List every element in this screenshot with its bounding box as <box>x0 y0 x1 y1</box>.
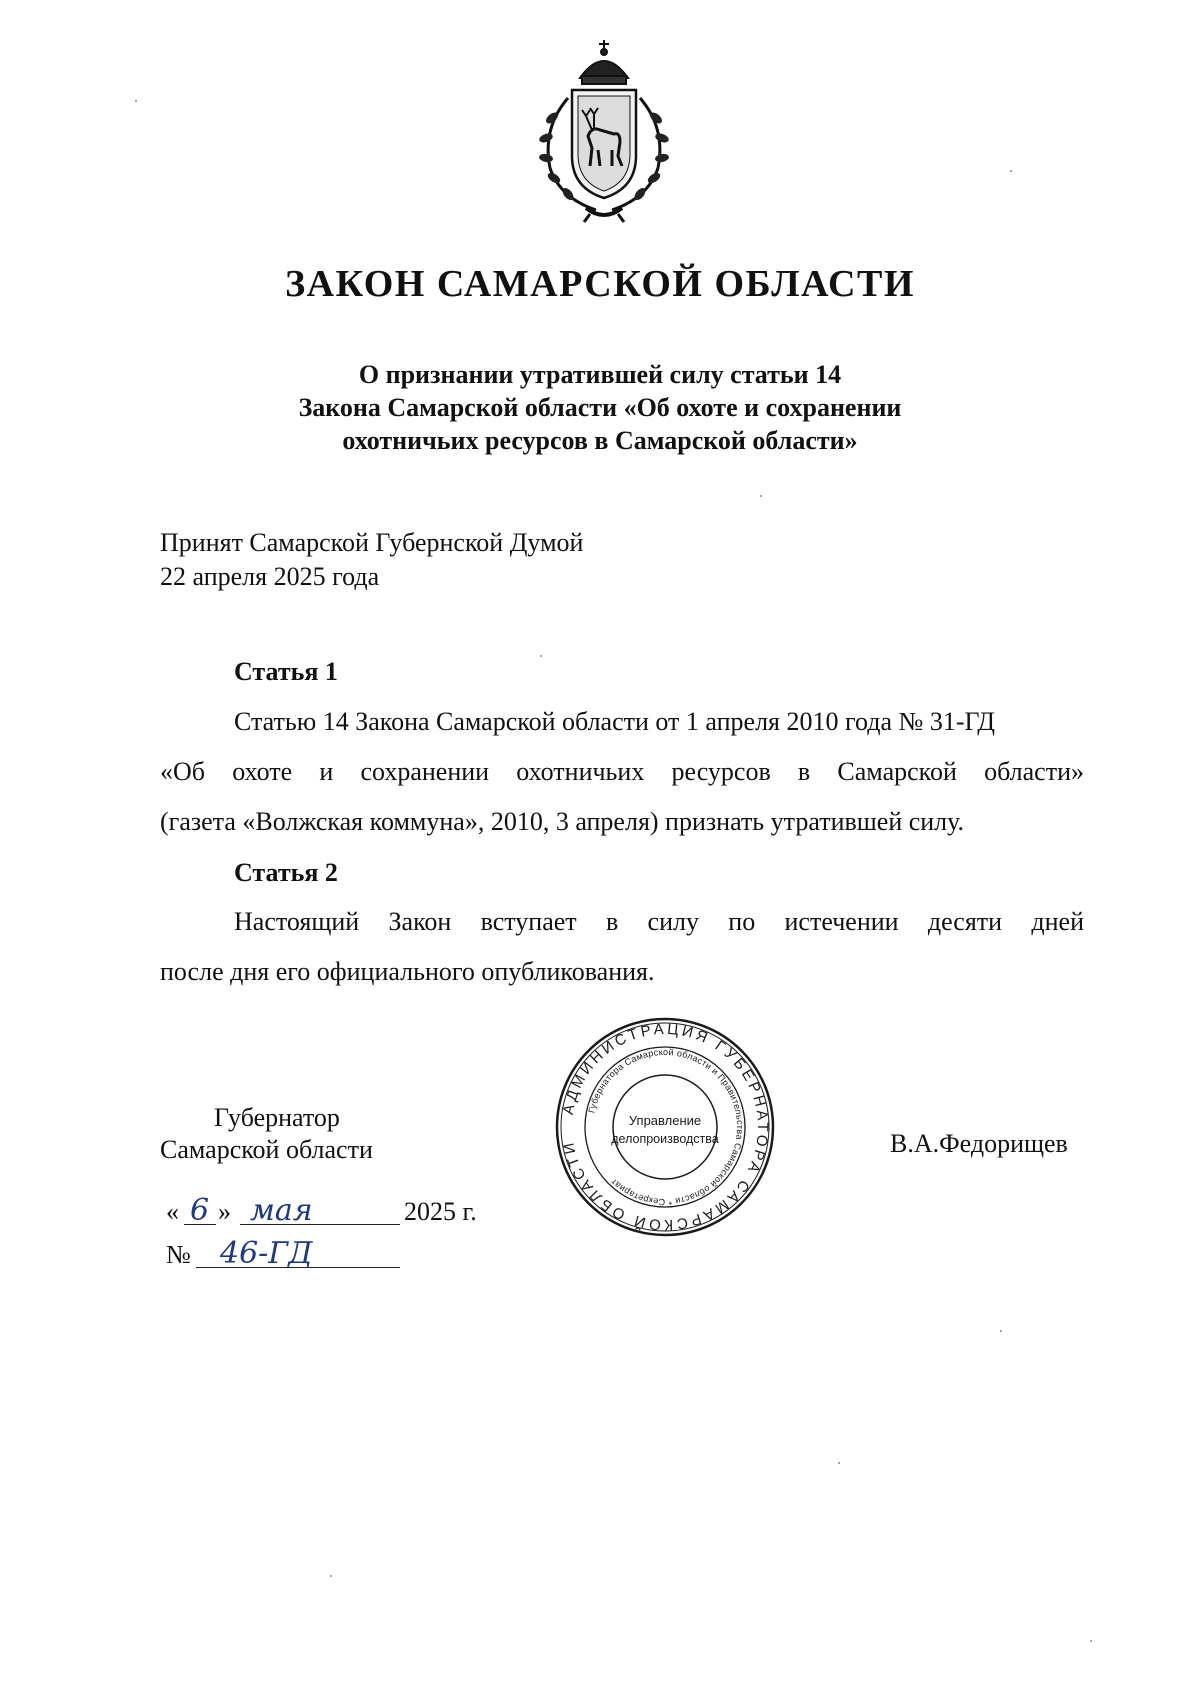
signer-position-line1: Губернатор <box>214 1103 340 1132</box>
scan-speck <box>1000 1330 1002 1332</box>
subtitle-line: Закона Самарской области «Об охоте и сохранении <box>298 393 902 422</box>
scan-speck <box>838 1462 840 1464</box>
number-label: № <box>166 1240 191 1269</box>
article-2-line: Настоящий Закон вступает в силу по истечении десяти дней <box>234 907 1084 936</box>
subtitle-line: О признании утратившей силу статьи 14 <box>358 360 842 389</box>
date-year: 2025 г. <box>404 1197 477 1226</box>
adoption-info <box>160 526 583 594</box>
subtitle-line: охотничьих ресурсов в Самарской области» <box>342 426 858 455</box>
article-1-line: (газета «Волжская коммуна», 2010, 3 апреля) признать утратившей силу. <box>160 807 965 836</box>
document-subtitle <box>0 358 1200 457</box>
scan-speck <box>330 1575 332 1577</box>
handwritten-month: мая <box>250 1193 313 1228</box>
adoption-line: Принят Самарской Губернской Думой <box>160 528 584 557</box>
signer-name: В.А.Федорищев <box>890 1129 1068 1158</box>
coat-of-arms-emblem <box>528 38 680 224</box>
article-1-line: «Об охоте и сохранении охотничьих ресурсов в Самарской области» <box>160 757 1084 786</box>
scan-speck <box>135 100 137 102</box>
article-1-heading: Статья 1 <box>234 657 338 686</box>
date-close-quote: » <box>218 1197 231 1226</box>
adoption-line: 22 апреля 2025 года <box>160 562 380 591</box>
handwritten-number: 46-ГД <box>220 1236 313 1271</box>
stamp-outer-text: АДМИНИСТРАЦИЯ ГУБЕРНАТОРА САМАРСКОЙ ОБЛАСТИ <box>559 1020 772 1234</box>
official-stamp <box>553 1015 777 1239</box>
stamp-center-line2: делопроизводства <box>611 1132 719 1146</box>
article-2-heading: Статья 2 <box>234 858 338 887</box>
signer-position-line2: Самарской области <box>160 1135 373 1164</box>
stamp-center-line1: Управление <box>628 1113 702 1128</box>
scan-speck <box>760 495 762 497</box>
document-title: ЗАКОН САМАРСКОЙ ОБЛАСТИ <box>285 263 915 305</box>
article-1-line: Статью 14 Закона Самарской области от 1 апреля 2010 года № 31-ГД <box>234 707 995 736</box>
scan-speck <box>1010 170 1012 172</box>
handwritten-day: 6 <box>190 1193 210 1228</box>
article-2-line: после дня его официального опубликования. <box>160 957 655 986</box>
stamp-inner-text: Губернатора Самарской области и Правительства Самарской области * Секретариат <box>586 1046 746 1208</box>
scan-speck <box>1090 1640 1092 1642</box>
date-open-quote: « <box>166 1197 179 1226</box>
scan-speck <box>540 655 542 657</box>
